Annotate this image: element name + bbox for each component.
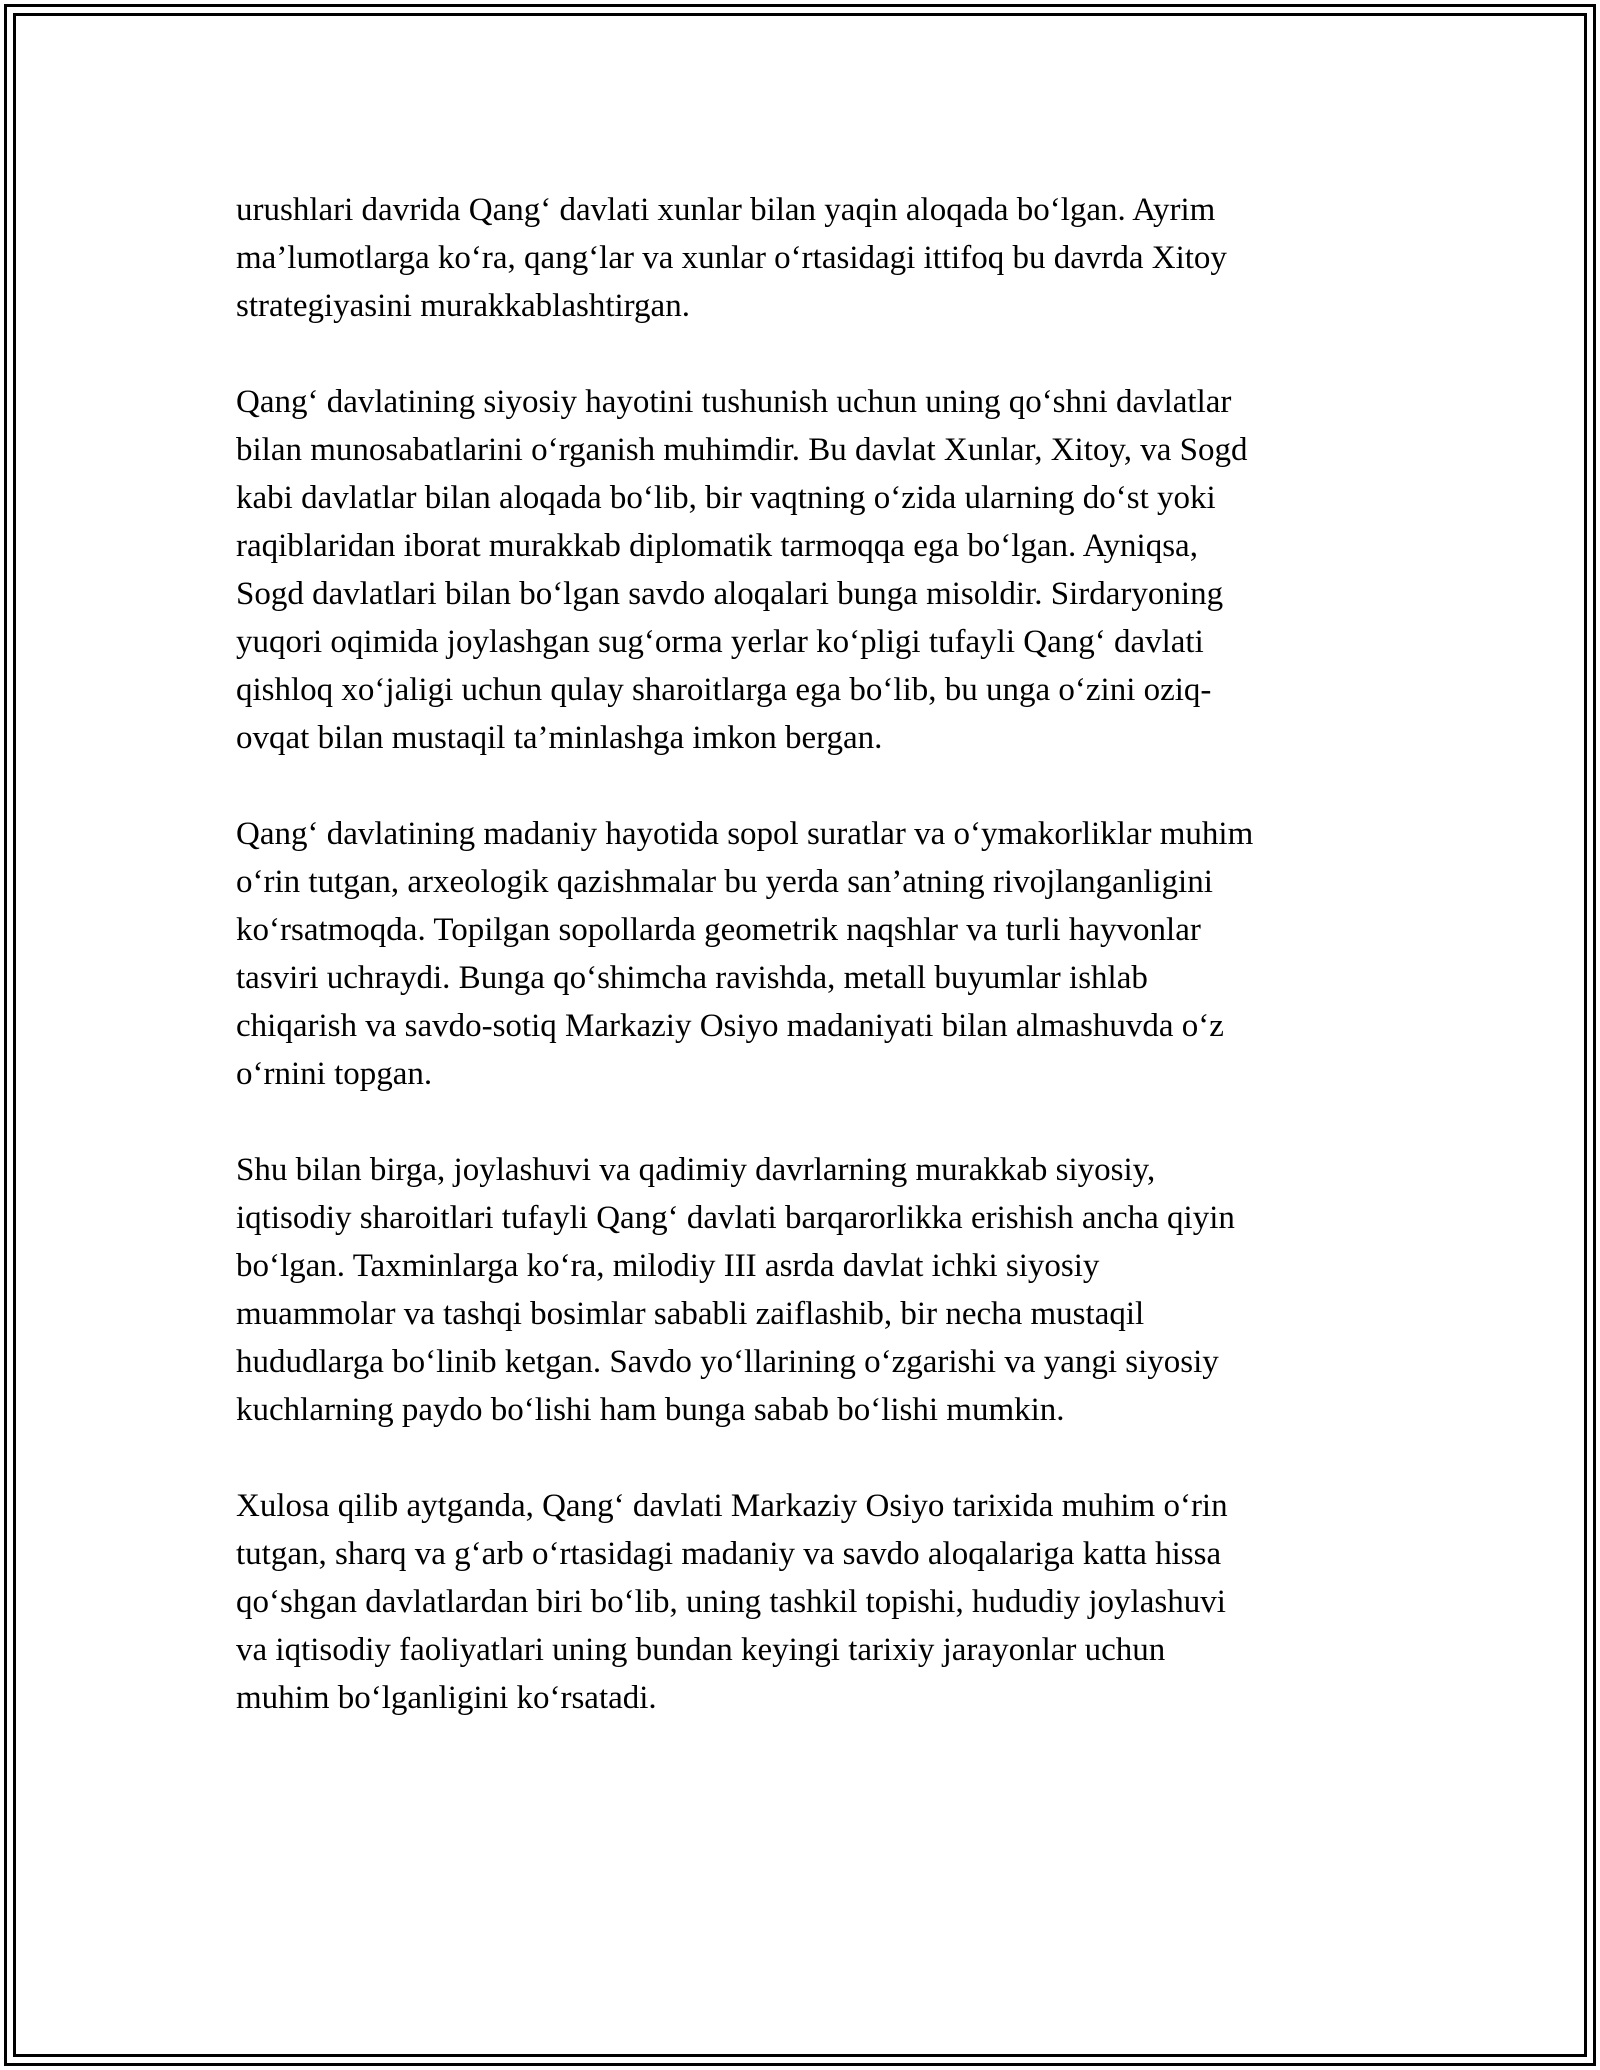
text-line: qishloq xo‘jaligi uchun qulay sharoitlarga ega bo‘lib, bu unga o‘zini oziq- bbox=[236, 672, 1212, 708]
text-line: bilan munosabatlarini o‘rganish muhimdir. Bu davlat Xunlar, Xitoy, va Sogd bbox=[236, 432, 1248, 468]
paragraph-1 bbox=[236, 186, 1386, 330]
text-line: o‘rnini topgan. bbox=[236, 1056, 433, 1092]
text-line: ovqat bilan mustaqil ta’minlashga imkon bergan. bbox=[236, 720, 883, 756]
text-line: Sogd davlatlari bilan bo‘lgan savdo aloqalari bunga misoldir. Sirdaryoning bbox=[236, 576, 1224, 612]
text-line: raqiblaridan iborat murakkab diplomatik tarmoqqa ega bo‘lgan. Ayniqsa, bbox=[236, 528, 1198, 564]
text-line: Qang‘ davlatining siyosiy hayotini tushunish uchun uning qo‘shni davlatlar bbox=[236, 384, 1232, 420]
text-line: ma’lumotlarga ko‘ra, qang‘lar va xunlar o‘rtasidagi ittifoq bu davrda Xitoy bbox=[236, 240, 1227, 276]
text-line: strategiyasini murakkablashtirgan. bbox=[236, 288, 690, 324]
text-line: ko‘rsatmoqda. Topilgan sopollarda geometrik naqshlar va turli hayvonlar bbox=[236, 912, 1201, 948]
text-line: hududlarga bo‘linib ketgan. Savdo yo‘llarining o‘zgarishi va yangi siyosiy bbox=[236, 1344, 1219, 1380]
text-line: kuchlarning paydo bo‘lishi ham bunga sabab bo‘lishi mumkin. bbox=[236, 1392, 1065, 1428]
text-line: Shu bilan birga, joylashuvi va qadimiy davrlarning murakkab siyosiy, bbox=[236, 1152, 1156, 1188]
paragraph-5 bbox=[236, 1482, 1386, 1722]
text-line: yuqori oqimida joylashgan sug‘orma yerlar ko‘pligi tufayli Qang‘ davlati bbox=[236, 624, 1204, 660]
paragraph-4 bbox=[236, 1146, 1386, 1434]
text-line: tasviri uchraydi. Bunga qo‘shimcha ravishda, metall buyumlar ishlab bbox=[236, 960, 1148, 996]
document-body bbox=[236, 186, 1386, 1770]
text-line: Xulosa qilib aytganda, Qang‘ davlati Markaziy Osiyo tarixida muhim o‘rin bbox=[236, 1488, 1228, 1524]
text-line: bo‘lgan. Taxminlarga ko‘ra, milodiy III asrda davlat ichki siyosiy bbox=[236, 1248, 1100, 1284]
text-line: kabi davlatlar bilan aloqada bo‘lib, bir vaqtning o‘zida ularning do‘st yoki bbox=[236, 480, 1216, 516]
text-line: va iqtisodiy faoliyatlari uning bundan keyingi tarixiy jarayonlar uchun bbox=[236, 1632, 1166, 1668]
text-line: iqtisodiy sharoitlari tufayli Qang‘ davlati barqarorlikka erishish ancha qiyin bbox=[236, 1200, 1235, 1236]
text-line: urushlari davrida Qang‘ davlati xunlar bilan yaqin aloqada bo‘lgan. Ayrim bbox=[236, 192, 1216, 228]
text-line: tutgan, sharq va g‘arb o‘rtasidagi madaniy va savdo aloqalariga katta hissa bbox=[236, 1536, 1222, 1572]
text-line: o‘rin tutgan, arxeologik qazishmalar bu yerda san’atning rivojlanganligini bbox=[236, 864, 1213, 900]
paragraph-2 bbox=[236, 378, 1386, 762]
paragraph-3 bbox=[236, 810, 1386, 1098]
text-line: qo‘shgan davlatlardan biri bo‘lib, uning tashkil topishi, hududiy joylashuvi bbox=[236, 1584, 1226, 1620]
text-line: chiqarish va savdo-sotiq Markaziy Osiyo madaniyati bilan almashuvda o‘z bbox=[236, 1008, 1224, 1044]
text-line: Qang‘ davlatining madaniy hayotida sopol suratlar va o‘ymakorliklar muhim bbox=[236, 816, 1254, 852]
text-line: muammolar va tashqi bosimlar sababli zaiflashib, bir necha mustaqil bbox=[236, 1296, 1145, 1332]
text-line: muhim bo‘lganligini ko‘rsatadi. bbox=[236, 1680, 657, 1716]
